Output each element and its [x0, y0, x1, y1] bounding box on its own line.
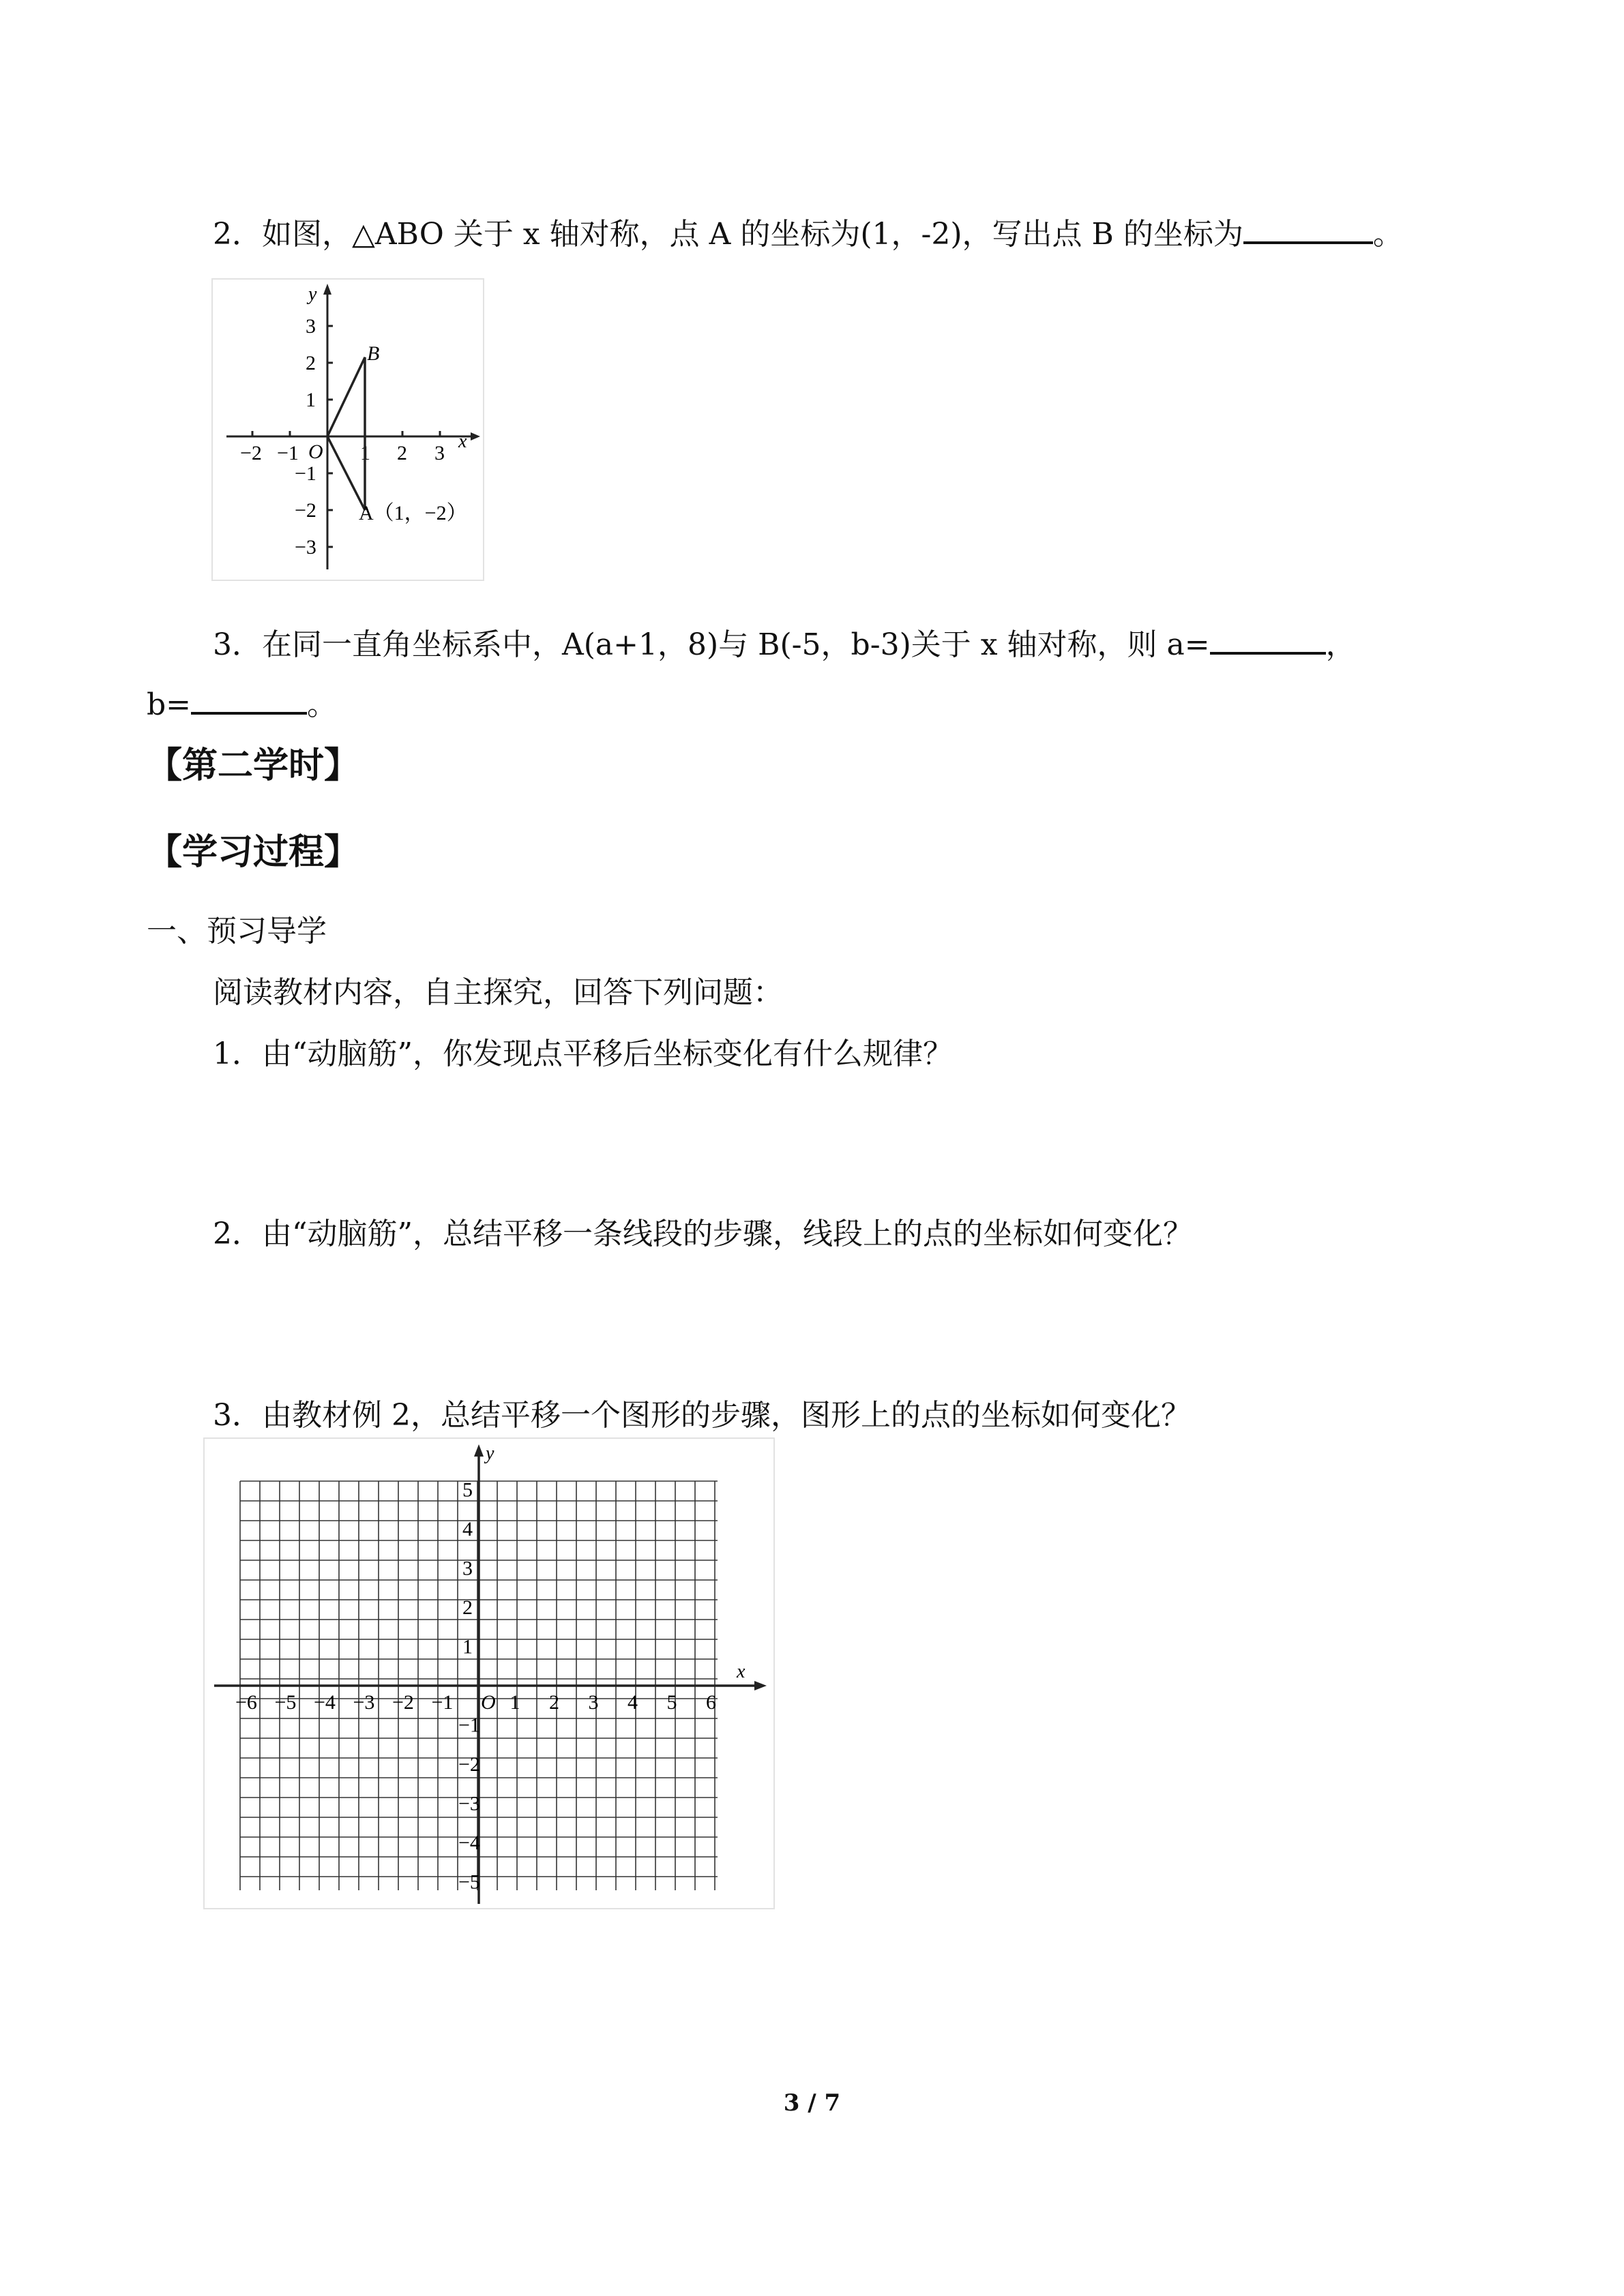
fig2-y-tick-label: 1: [462, 1635, 473, 1658]
fig1-x-label: x: [458, 431, 467, 452]
figure-triangle-abo-svg: [213, 280, 483, 580]
section-one-title: 一、预习导学: [147, 914, 327, 949]
fig2-x-tick-label: 5: [666, 1691, 677, 1714]
fig1-y-axis-arrow: [323, 284, 331, 295]
figure-coordinate-grid: [203, 1437, 775, 1909]
fig2-y-label: y: [486, 1443, 494, 1464]
answer-blank-a[interactable]: [1210, 622, 1326, 655]
fig2-x-tick-label: 4: [628, 1691, 638, 1714]
question-3-text: 3．在同一直角坐标系中，A(a+1，8)与 B(-5，b-3)关于 x 轴对称，则 a=: [213, 627, 1210, 662]
fig2-y-axis-arrow: [474, 1444, 484, 1457]
answer-blank-b-coordinate[interactable]: [1243, 211, 1373, 244]
fig2-x-tick-label: 1: [510, 1691, 520, 1714]
question-3-end: 。: [307, 687, 338, 722]
figure-triangle-abo: [211, 278, 484, 581]
fig1-y-tick-1: 2: [306, 352, 316, 374]
fig1-x-tick-4: 3: [434, 442, 445, 464]
question-3-line-1: [213, 622, 1356, 666]
fig2-y-tick-label: 2: [462, 1596, 473, 1619]
fig2-y-tick-label: 3: [462, 1557, 473, 1580]
fig1-y-label: y: [308, 284, 317, 305]
item-1: 1．由“动脑筋”，你发现点平移后坐标变化有什么规律？: [213, 1037, 953, 1071]
question-3-comma: ，: [1325, 627, 1356, 662]
fig1-x-tick-1: −1: [277, 442, 299, 464]
fig1-y-tick-5: −3: [295, 536, 316, 558]
fig1-x-tick-2: 1: [360, 442, 370, 464]
fig2-x-tick-label: 3: [588, 1691, 599, 1714]
fig2-y-tick-label: 5: [462, 1478, 473, 1502]
fig2-y-tick-label: −5: [458, 1870, 480, 1894]
page-number: 3 / 7: [783, 2089, 841, 2117]
section-one-intro: 阅读教材内容，自主探究，回答下列问题：: [213, 975, 783, 1010]
fig2-x-tick-label: −4: [314, 1691, 336, 1714]
fig2-x-axis-arrow: [754, 1681, 767, 1690]
fig2-x-tick-label: −6: [235, 1691, 257, 1714]
question-2: [213, 211, 1403, 255]
figure-coordinate-grid-svg: [205, 1439, 773, 1908]
fig2-x-label: x: [737, 1661, 745, 1682]
heading-learning-process: 【学习过程】: [147, 832, 360, 873]
fig2-y-tick-label: −3: [458, 1792, 480, 1815]
heading-second-period: 【第二学时】: [147, 745, 360, 786]
item-3: 3．由教材例 2，总结平移一个图形的步骤，图形上的点的坐标如何变化？: [213, 1398, 1191, 1433]
fig2-y-tick-label: −4: [458, 1832, 480, 1854]
fig2-y-tick-label: 4: [462, 1518, 473, 1540]
fig1-y-tick-2: 1: [306, 389, 316, 411]
fig2-y-tick-label: −1: [458, 1714, 480, 1737]
fig2-x-tick-label: −2: [392, 1691, 414, 1714]
fig2-x-tick-label: −1: [431, 1691, 454, 1714]
fig2-x-tick-label: 2: [549, 1691, 559, 1714]
fig1-origin-label: O: [308, 441, 323, 463]
item-2: 2．由“动脑筋”，总结平移一条线段的步骤，线段上的点的坐标如何变化？: [213, 1217, 1193, 1251]
fig1-y-tick-4: −2: [295, 499, 316, 522]
fig1-y-tick-0: 3: [306, 315, 316, 338]
question-3-b-prefix: b=: [147, 687, 192, 722]
question-2-text: 2．如图，△ABO 关于 x 轴对称，点 A 的坐标为(1，-2)，写出点 B 的坐标为: [213, 217, 1243, 252]
fig1-y-tick-3: −1: [295, 462, 316, 485]
fig1-x-tick-0: −2: [240, 442, 262, 464]
fig1-point-b-label: B: [367, 342, 380, 365]
fig1-x-tick-3: 2: [397, 442, 407, 464]
fig2-x-tick-label: −5: [274, 1691, 297, 1714]
fig1-triangle: [327, 357, 365, 510]
fig2-y-tick-label: −2: [458, 1753, 480, 1776]
fig1-point-a-label: A（1，−2）: [359, 502, 467, 524]
fig1-x-axis-arrow: [471, 432, 480, 441]
question-3-line-2: [147, 682, 337, 726]
fig2-origin-label: O: [481, 1691, 496, 1714]
fig2-x-tick-label: −3: [353, 1691, 375, 1714]
fig2-x-tick-label: 6: [706, 1691, 716, 1714]
answer-blank-b[interactable]: [191, 682, 307, 715]
question-2-end: 。: [1372, 217, 1403, 252]
